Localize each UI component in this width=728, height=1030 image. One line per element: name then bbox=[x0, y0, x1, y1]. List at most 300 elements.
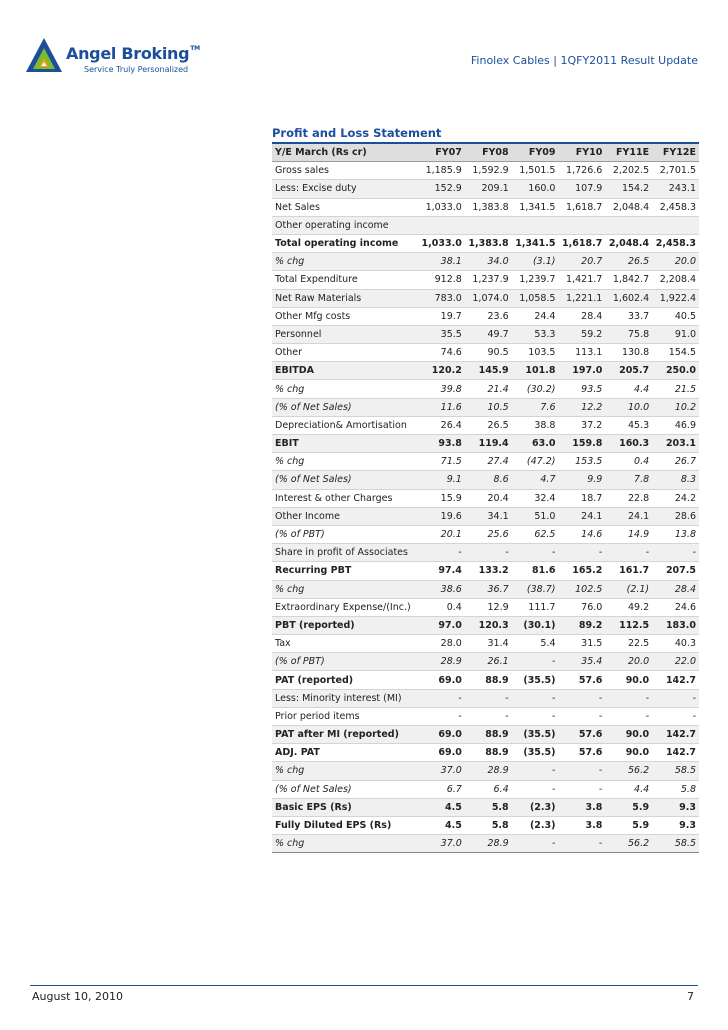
row-value: 119.4 bbox=[465, 435, 512, 453]
row-label: (% of PBT) bbox=[272, 525, 418, 543]
row-value: 35.4 bbox=[558, 653, 605, 671]
column-header-year: FY10 bbox=[558, 143, 605, 162]
table-row bbox=[272, 416, 699, 434]
row-value: 19.6 bbox=[418, 507, 465, 525]
row-value: (3.1) bbox=[512, 253, 559, 271]
row-label: (% of Net Sales) bbox=[272, 398, 418, 416]
row-value: 13.8 bbox=[652, 525, 699, 543]
row-label: PBT (reported) bbox=[272, 616, 418, 634]
row-value: 2,048.4 bbox=[605, 198, 652, 216]
row-value: 4.4 bbox=[605, 780, 652, 798]
row-value: 81.6 bbox=[512, 562, 559, 580]
row-value: 19.7 bbox=[418, 307, 465, 325]
table-row bbox=[272, 671, 699, 689]
row-label: Recurring PBT bbox=[272, 562, 418, 580]
row-value: 0.4 bbox=[605, 453, 652, 471]
row-label: Share in profit of Associates bbox=[272, 544, 418, 562]
row-value: 1,341.5 bbox=[512, 198, 559, 216]
row-value: 1,341.5 bbox=[512, 234, 559, 252]
row-value: 1,033.0 bbox=[418, 234, 465, 252]
row-value bbox=[418, 216, 465, 234]
row-value: 1,074.0 bbox=[465, 289, 512, 307]
row-value: - bbox=[605, 689, 652, 707]
table-row bbox=[272, 435, 699, 453]
row-label: Depreciation& Amortisation bbox=[272, 416, 418, 434]
row-value: 159.8 bbox=[558, 435, 605, 453]
row-value: (35.5) bbox=[512, 671, 559, 689]
row-value: 91.0 bbox=[652, 325, 699, 343]
row-value: 59.2 bbox=[558, 325, 605, 343]
row-value: 1,922.4 bbox=[652, 289, 699, 307]
row-value: 1,842.7 bbox=[605, 271, 652, 289]
row-value: 1,501.5 bbox=[512, 162, 559, 180]
row-value: 89.2 bbox=[558, 616, 605, 634]
row-value: 37.0 bbox=[418, 835, 465, 853]
row-value: - bbox=[558, 689, 605, 707]
row-value: 1,618.7 bbox=[558, 234, 605, 252]
table-row bbox=[272, 380, 699, 398]
row-label: Net Raw Materials bbox=[272, 289, 418, 307]
row-value: 1,058.5 bbox=[512, 289, 559, 307]
table-row bbox=[272, 635, 699, 653]
table-row bbox=[272, 198, 699, 216]
row-value: 31.5 bbox=[558, 635, 605, 653]
row-value: 5.8 bbox=[465, 816, 512, 834]
table-row bbox=[272, 362, 699, 380]
row-value: 4.5 bbox=[418, 798, 465, 816]
row-value: 205.7 bbox=[605, 362, 652, 380]
row-value: (30.2) bbox=[512, 380, 559, 398]
row-value: 154.5 bbox=[652, 344, 699, 362]
row-value: 130.8 bbox=[605, 344, 652, 362]
table-row bbox=[272, 689, 699, 707]
row-value: 133.2 bbox=[465, 562, 512, 580]
row-value: 34.0 bbox=[465, 253, 512, 271]
table-body bbox=[272, 162, 699, 853]
row-value: 57.6 bbox=[558, 744, 605, 762]
row-value: 2,458.3 bbox=[652, 234, 699, 252]
row-value: 31.4 bbox=[465, 635, 512, 653]
angel-broking-logo bbox=[24, 34, 224, 82]
row-label: Total Expenditure bbox=[272, 271, 418, 289]
row-value: 4.7 bbox=[512, 471, 559, 489]
row-value: - bbox=[418, 707, 465, 725]
row-value: 38.6 bbox=[418, 580, 465, 598]
row-value: 4.5 bbox=[418, 816, 465, 834]
table-header-row bbox=[272, 143, 699, 162]
row-label: ADJ. PAT bbox=[272, 744, 418, 762]
row-label: PAT (reported) bbox=[272, 671, 418, 689]
row-value: - bbox=[512, 689, 559, 707]
row-value: 120.2 bbox=[418, 362, 465, 380]
row-value: 112.5 bbox=[605, 616, 652, 634]
row-value: 183.0 bbox=[652, 616, 699, 634]
table-row bbox=[272, 744, 699, 762]
row-value: 10.5 bbox=[465, 398, 512, 416]
row-value: 93.5 bbox=[558, 380, 605, 398]
row-value: 12.2 bbox=[558, 398, 605, 416]
row-label: Other Mfg costs bbox=[272, 307, 418, 325]
row-value: 142.7 bbox=[652, 726, 699, 744]
row-value: 912.8 bbox=[418, 271, 465, 289]
row-value: 10.2 bbox=[652, 398, 699, 416]
row-value: 22.8 bbox=[605, 489, 652, 507]
table-row bbox=[272, 507, 699, 525]
table-row bbox=[272, 762, 699, 780]
row-value: - bbox=[558, 780, 605, 798]
row-value: - bbox=[418, 544, 465, 562]
column-header-year: FY08 bbox=[465, 143, 512, 162]
table-title: Profit and Loss Statement bbox=[272, 126, 442, 140]
row-value: 38.1 bbox=[418, 253, 465, 271]
row-label: % chg bbox=[272, 453, 418, 471]
column-header-year: FY07 bbox=[418, 143, 465, 162]
row-value: - bbox=[652, 707, 699, 725]
row-label: EBIT bbox=[272, 435, 418, 453]
row-value: 24.6 bbox=[652, 598, 699, 616]
table-row bbox=[272, 780, 699, 798]
row-value: 20.1 bbox=[418, 525, 465, 543]
row-value: 145.9 bbox=[465, 362, 512, 380]
row-value: - bbox=[605, 707, 652, 725]
row-value: 165.2 bbox=[558, 562, 605, 580]
row-value: - bbox=[512, 835, 559, 853]
table-row bbox=[272, 162, 699, 180]
row-value: 26.4 bbox=[418, 416, 465, 434]
table-row bbox=[272, 525, 699, 543]
row-value: 3.8 bbox=[558, 798, 605, 816]
row-value: 88.9 bbox=[465, 744, 512, 762]
row-value: 28.0 bbox=[418, 635, 465, 653]
row-value: - bbox=[558, 835, 605, 853]
row-value: 5.8 bbox=[465, 798, 512, 816]
row-value: 1,033.0 bbox=[418, 198, 465, 216]
row-value bbox=[652, 216, 699, 234]
row-value: 69.0 bbox=[418, 671, 465, 689]
row-label: (% of PBT) bbox=[272, 653, 418, 671]
row-value: 24.1 bbox=[605, 507, 652, 525]
row-value: 1,602.4 bbox=[605, 289, 652, 307]
row-value: 1,592.9 bbox=[465, 162, 512, 180]
table-row bbox=[272, 398, 699, 416]
row-value: 21.4 bbox=[465, 380, 512, 398]
row-value bbox=[605, 216, 652, 234]
row-value: 24.4 bbox=[512, 307, 559, 325]
row-value: (2.3) bbox=[512, 798, 559, 816]
row-value: 45.3 bbox=[605, 416, 652, 434]
column-header-label: Y/E March (Rs cr) bbox=[272, 143, 418, 162]
row-value: 20.4 bbox=[465, 489, 512, 507]
row-value: 57.6 bbox=[558, 671, 605, 689]
row-label: Other operating income bbox=[272, 216, 418, 234]
row-value: 1,185.9 bbox=[418, 162, 465, 180]
row-value: 20.0 bbox=[652, 253, 699, 271]
row-value: 23.6 bbox=[465, 307, 512, 325]
row-value: 101.8 bbox=[512, 362, 559, 380]
brand-name: Angel Broking™ bbox=[66, 44, 200, 63]
row-value: 1,421.7 bbox=[558, 271, 605, 289]
row-value: (38.7) bbox=[512, 580, 559, 598]
row-value: - bbox=[512, 653, 559, 671]
row-value: 56.2 bbox=[605, 835, 652, 853]
row-value: 88.9 bbox=[465, 671, 512, 689]
table-row bbox=[272, 453, 699, 471]
row-value: 71.5 bbox=[418, 453, 465, 471]
row-value: 154.2 bbox=[605, 180, 652, 198]
row-value: - bbox=[558, 544, 605, 562]
row-value: 1,221.1 bbox=[558, 289, 605, 307]
row-value bbox=[512, 216, 559, 234]
row-label: Prior period items bbox=[272, 707, 418, 725]
row-value: 5.9 bbox=[605, 798, 652, 816]
row-value: 160.3 bbox=[605, 435, 652, 453]
row-value: 2,208.4 bbox=[652, 271, 699, 289]
table-row bbox=[272, 726, 699, 744]
row-value: (35.5) bbox=[512, 726, 559, 744]
row-value: 9.3 bbox=[652, 816, 699, 834]
row-label: % chg bbox=[272, 762, 418, 780]
row-value: 28.6 bbox=[652, 507, 699, 525]
row-value: 14.6 bbox=[558, 525, 605, 543]
row-label: Personnel bbox=[272, 325, 418, 343]
row-value: 6.7 bbox=[418, 780, 465, 798]
row-value: 28.4 bbox=[558, 307, 605, 325]
row-label: Fully Diluted EPS (Rs) bbox=[272, 816, 418, 834]
row-value: 28.9 bbox=[418, 653, 465, 671]
row-value: 90.0 bbox=[605, 671, 652, 689]
row-label: Total operating income bbox=[272, 234, 418, 252]
brand-tagline: Service Truly Personalized bbox=[84, 65, 189, 74]
row-value: 8.6 bbox=[465, 471, 512, 489]
report-title: Finolex Cables | 1QFY2011 Result Update bbox=[470, 54, 698, 67]
row-value: (30.1) bbox=[512, 616, 559, 634]
row-value: 9.9 bbox=[558, 471, 605, 489]
table-row bbox=[272, 653, 699, 671]
row-value: 12.9 bbox=[465, 598, 512, 616]
table-row bbox=[272, 598, 699, 616]
row-value: 40.5 bbox=[652, 307, 699, 325]
row-label: EBITDA bbox=[272, 362, 418, 380]
row-value: 5.9 bbox=[605, 816, 652, 834]
row-value: 15.9 bbox=[418, 489, 465, 507]
row-value: 69.0 bbox=[418, 726, 465, 744]
row-value: 21.5 bbox=[652, 380, 699, 398]
row-value: 90.0 bbox=[605, 744, 652, 762]
row-value: 243.1 bbox=[652, 180, 699, 198]
column-header-year: FY09 bbox=[512, 143, 559, 162]
row-label: (% of Net Sales) bbox=[272, 471, 418, 489]
row-value: 32.4 bbox=[512, 489, 559, 507]
table-row bbox=[272, 253, 699, 271]
row-value: 25.6 bbox=[465, 525, 512, 543]
row-label: Tax bbox=[272, 635, 418, 653]
row-value: 33.7 bbox=[605, 307, 652, 325]
row-value: 93.8 bbox=[418, 435, 465, 453]
row-value: 113.1 bbox=[558, 344, 605, 362]
row-value: - bbox=[512, 707, 559, 725]
row-value: - bbox=[652, 689, 699, 707]
row-value: 783.0 bbox=[418, 289, 465, 307]
row-value: 58.5 bbox=[652, 835, 699, 853]
table-row bbox=[272, 544, 699, 562]
row-value: 36.7 bbox=[465, 580, 512, 598]
row-value: 7.6 bbox=[512, 398, 559, 416]
row-value: (35.5) bbox=[512, 744, 559, 762]
row-value: 74.6 bbox=[418, 344, 465, 362]
row-value: 46.9 bbox=[652, 416, 699, 434]
table-row bbox=[272, 835, 699, 853]
row-value: 57.6 bbox=[558, 726, 605, 744]
row-value: 142.7 bbox=[652, 671, 699, 689]
row-value: 88.9 bbox=[465, 726, 512, 744]
row-value: 9.3 bbox=[652, 798, 699, 816]
row-label: Net Sales bbox=[272, 198, 418, 216]
footer-divider bbox=[30, 985, 698, 986]
row-value: 2,458.3 bbox=[652, 198, 699, 216]
row-value: 20.0 bbox=[605, 653, 652, 671]
table-row bbox=[272, 325, 699, 343]
row-value: 8.3 bbox=[652, 471, 699, 489]
row-label: Other bbox=[272, 344, 418, 362]
row-value: 5.8 bbox=[652, 780, 699, 798]
row-value: 4.4 bbox=[605, 380, 652, 398]
row-value: 34.1 bbox=[465, 507, 512, 525]
row-value: 209.1 bbox=[465, 180, 512, 198]
row-value: - bbox=[512, 762, 559, 780]
row-value: 28.9 bbox=[465, 762, 512, 780]
row-value: - bbox=[512, 544, 559, 562]
row-value: 203.1 bbox=[652, 435, 699, 453]
row-value: (2.3) bbox=[512, 816, 559, 834]
row-value: 1,383.8 bbox=[465, 198, 512, 216]
row-label: % chg bbox=[272, 380, 418, 398]
row-label: Interest & other Charges bbox=[272, 489, 418, 507]
row-value: 10.0 bbox=[605, 398, 652, 416]
row-value: 0.4 bbox=[418, 598, 465, 616]
row-value: (2.1) bbox=[605, 580, 652, 598]
row-label: % chg bbox=[272, 580, 418, 598]
row-value: 24.1 bbox=[558, 507, 605, 525]
row-value: 14.9 bbox=[605, 525, 652, 543]
row-value: 18.7 bbox=[558, 489, 605, 507]
table-row bbox=[272, 489, 699, 507]
row-label: Gross sales bbox=[272, 162, 418, 180]
column-header-year: FY11E bbox=[605, 143, 652, 162]
row-value: 2,202.5 bbox=[605, 162, 652, 180]
row-value: - bbox=[465, 544, 512, 562]
row-value: 37.0 bbox=[418, 762, 465, 780]
table-row bbox=[272, 344, 699, 362]
row-value: 69.0 bbox=[418, 744, 465, 762]
table-row bbox=[272, 271, 699, 289]
row-label: (% of Net Sales) bbox=[272, 780, 418, 798]
row-value: 27.4 bbox=[465, 453, 512, 471]
row-value: 20.7 bbox=[558, 253, 605, 271]
row-value: 26.5 bbox=[465, 416, 512, 434]
row-value: 49.7 bbox=[465, 325, 512, 343]
table-row bbox=[272, 798, 699, 816]
table-row bbox=[272, 816, 699, 834]
column-header-year: FY12E bbox=[652, 143, 699, 162]
row-value: 160.0 bbox=[512, 180, 559, 198]
row-value: 38.8 bbox=[512, 416, 559, 434]
row-value: 250.0 bbox=[652, 362, 699, 380]
profit-loss-table bbox=[272, 142, 699, 853]
row-value: 2,701.5 bbox=[652, 162, 699, 180]
row-value: 9.1 bbox=[418, 471, 465, 489]
row-label: Extraordinary Expense/(Inc.) bbox=[272, 598, 418, 616]
row-value: 26.1 bbox=[465, 653, 512, 671]
row-value: 22.0 bbox=[652, 653, 699, 671]
row-value: 26.7 bbox=[652, 453, 699, 471]
row-value: 39.8 bbox=[418, 380, 465, 398]
row-value: 7.8 bbox=[605, 471, 652, 489]
row-value: 90.0 bbox=[605, 726, 652, 744]
row-label: Less: Minority interest (MI) bbox=[272, 689, 418, 707]
row-value: 161.7 bbox=[605, 562, 652, 580]
table-row bbox=[272, 616, 699, 634]
page-number: 7 bbox=[687, 990, 694, 1003]
row-label: PAT after MI (reported) bbox=[272, 726, 418, 744]
row-value bbox=[558, 216, 605, 234]
row-value: 102.5 bbox=[558, 580, 605, 598]
row-value: 76.0 bbox=[558, 598, 605, 616]
row-value: 97.4 bbox=[418, 562, 465, 580]
row-value: 2,048.4 bbox=[605, 234, 652, 252]
row-value: 22.5 bbox=[605, 635, 652, 653]
row-value: 197.0 bbox=[558, 362, 605, 380]
row-value: 142.7 bbox=[652, 744, 699, 762]
row-value: 37.2 bbox=[558, 416, 605, 434]
row-value: - bbox=[512, 780, 559, 798]
row-value: - bbox=[605, 544, 652, 562]
row-label: % chg bbox=[272, 253, 418, 271]
row-value: - bbox=[558, 762, 605, 780]
row-value: 53.3 bbox=[512, 325, 559, 343]
row-value: 5.4 bbox=[512, 635, 559, 653]
table-row bbox=[272, 307, 699, 325]
row-value: 56.2 bbox=[605, 762, 652, 780]
table-row bbox=[272, 216, 699, 234]
table-row bbox=[272, 289, 699, 307]
row-value: 1,618.7 bbox=[558, 198, 605, 216]
table-row bbox=[272, 580, 699, 598]
row-value: - bbox=[465, 689, 512, 707]
row-value: 11.6 bbox=[418, 398, 465, 416]
row-value: 1,237.9 bbox=[465, 271, 512, 289]
row-value: 62.5 bbox=[512, 525, 559, 543]
row-value: 111.7 bbox=[512, 598, 559, 616]
row-value: 35.5 bbox=[418, 325, 465, 343]
row-value: (47.2) bbox=[512, 453, 559, 471]
row-value: - bbox=[652, 544, 699, 562]
row-value: 207.5 bbox=[652, 562, 699, 580]
row-value: 97.0 bbox=[418, 616, 465, 634]
row-value: 103.5 bbox=[512, 344, 559, 362]
row-value: 58.5 bbox=[652, 762, 699, 780]
row-value bbox=[465, 216, 512, 234]
row-value: 1,239.7 bbox=[512, 271, 559, 289]
row-value: 3.8 bbox=[558, 816, 605, 834]
footer-date: August 10, 2010 bbox=[32, 990, 123, 1003]
table-row bbox=[272, 471, 699, 489]
row-value: 120.3 bbox=[465, 616, 512, 634]
table-row bbox=[272, 562, 699, 580]
row-label: Less: Excise duty bbox=[272, 180, 418, 198]
logo-triangle-icon bbox=[24, 36, 64, 76]
row-value: 28.4 bbox=[652, 580, 699, 598]
table-row bbox=[272, 180, 699, 198]
